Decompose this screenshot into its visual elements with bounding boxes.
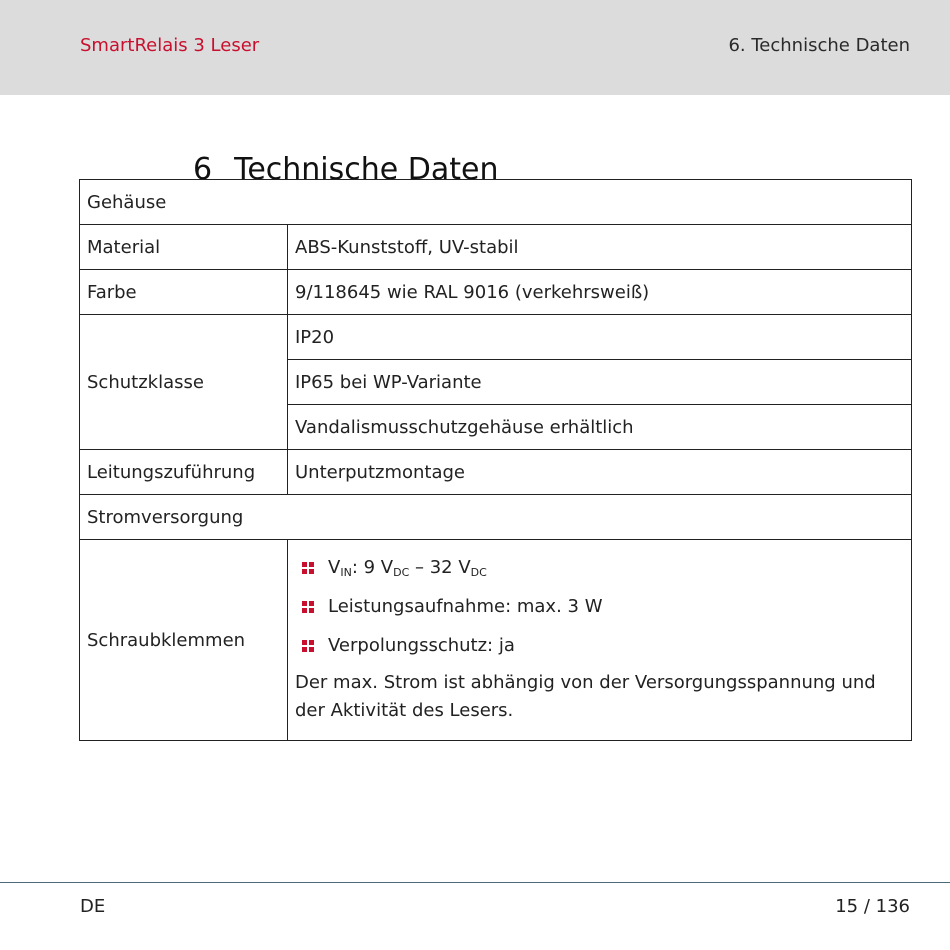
bullet-icon (302, 640, 314, 652)
language-code: DE (80, 896, 106, 917)
terminals-label: Schraubklemmen (80, 540, 288, 741)
power-consumption-text: Leistungsaufnahme: max. 3 W (328, 596, 603, 617)
material-label: Material (80, 225, 288, 270)
cable-label: Leitungszuführung (80, 450, 288, 495)
chapter-title: Technische Daten (234, 152, 499, 188)
page-header (0, 0, 950, 95)
protection-label: Schutzklasse (80, 315, 288, 450)
table-row (80, 180, 912, 225)
protection-value: IP20 (288, 315, 912, 360)
bullet-icon (302, 601, 314, 613)
terminals-value (288, 540, 912, 741)
protection-value: IP65 bei WP-Variante (288, 360, 912, 405)
color-value: 9/118645 wie RAL 9016 (verkehrsweiß) (288, 270, 912, 315)
polarity-text: Verpolungsschutz: ja (328, 635, 515, 656)
section-title: 6. Technische Daten (728, 35, 910, 56)
chapter-number: 6 (193, 152, 213, 188)
current-note: Der max. Strom ist abhängig von der Versorgungsspannung und der Aktivität des Lesers. (295, 672, 876, 721)
section-housing: Gehäuse (80, 180, 912, 225)
cable-value: Unterputzmontage (288, 450, 912, 495)
color-label: Farbe (80, 270, 288, 315)
footer-divider (0, 882, 950, 883)
bullet-icon (302, 562, 314, 574)
list-item (295, 626, 904, 665)
table-row (80, 495, 912, 540)
protection-value: Vandalismusschutzgehäuse erhältlich (288, 405, 912, 450)
table-row (80, 270, 912, 315)
table-row (80, 450, 912, 495)
spec-table (79, 179, 912, 741)
list-item (295, 587, 904, 626)
product-name: SmartRelais 3 Leser (80, 35, 260, 56)
table-row (80, 540, 912, 741)
page-number: 15 / 136 (835, 896, 910, 917)
bullet-list (295, 540, 904, 740)
table-row (80, 315, 912, 360)
table-row (80, 225, 912, 270)
section-power: Stromversorgung (80, 495, 912, 540)
material-value: ABS-Kunststoff, UV-stabil (288, 225, 912, 270)
list-item (295, 548, 904, 587)
voltage-text: $V_{IN}$: 9 $V_{DC} - 32$ $V_{DC}$ (328, 556, 487, 579)
